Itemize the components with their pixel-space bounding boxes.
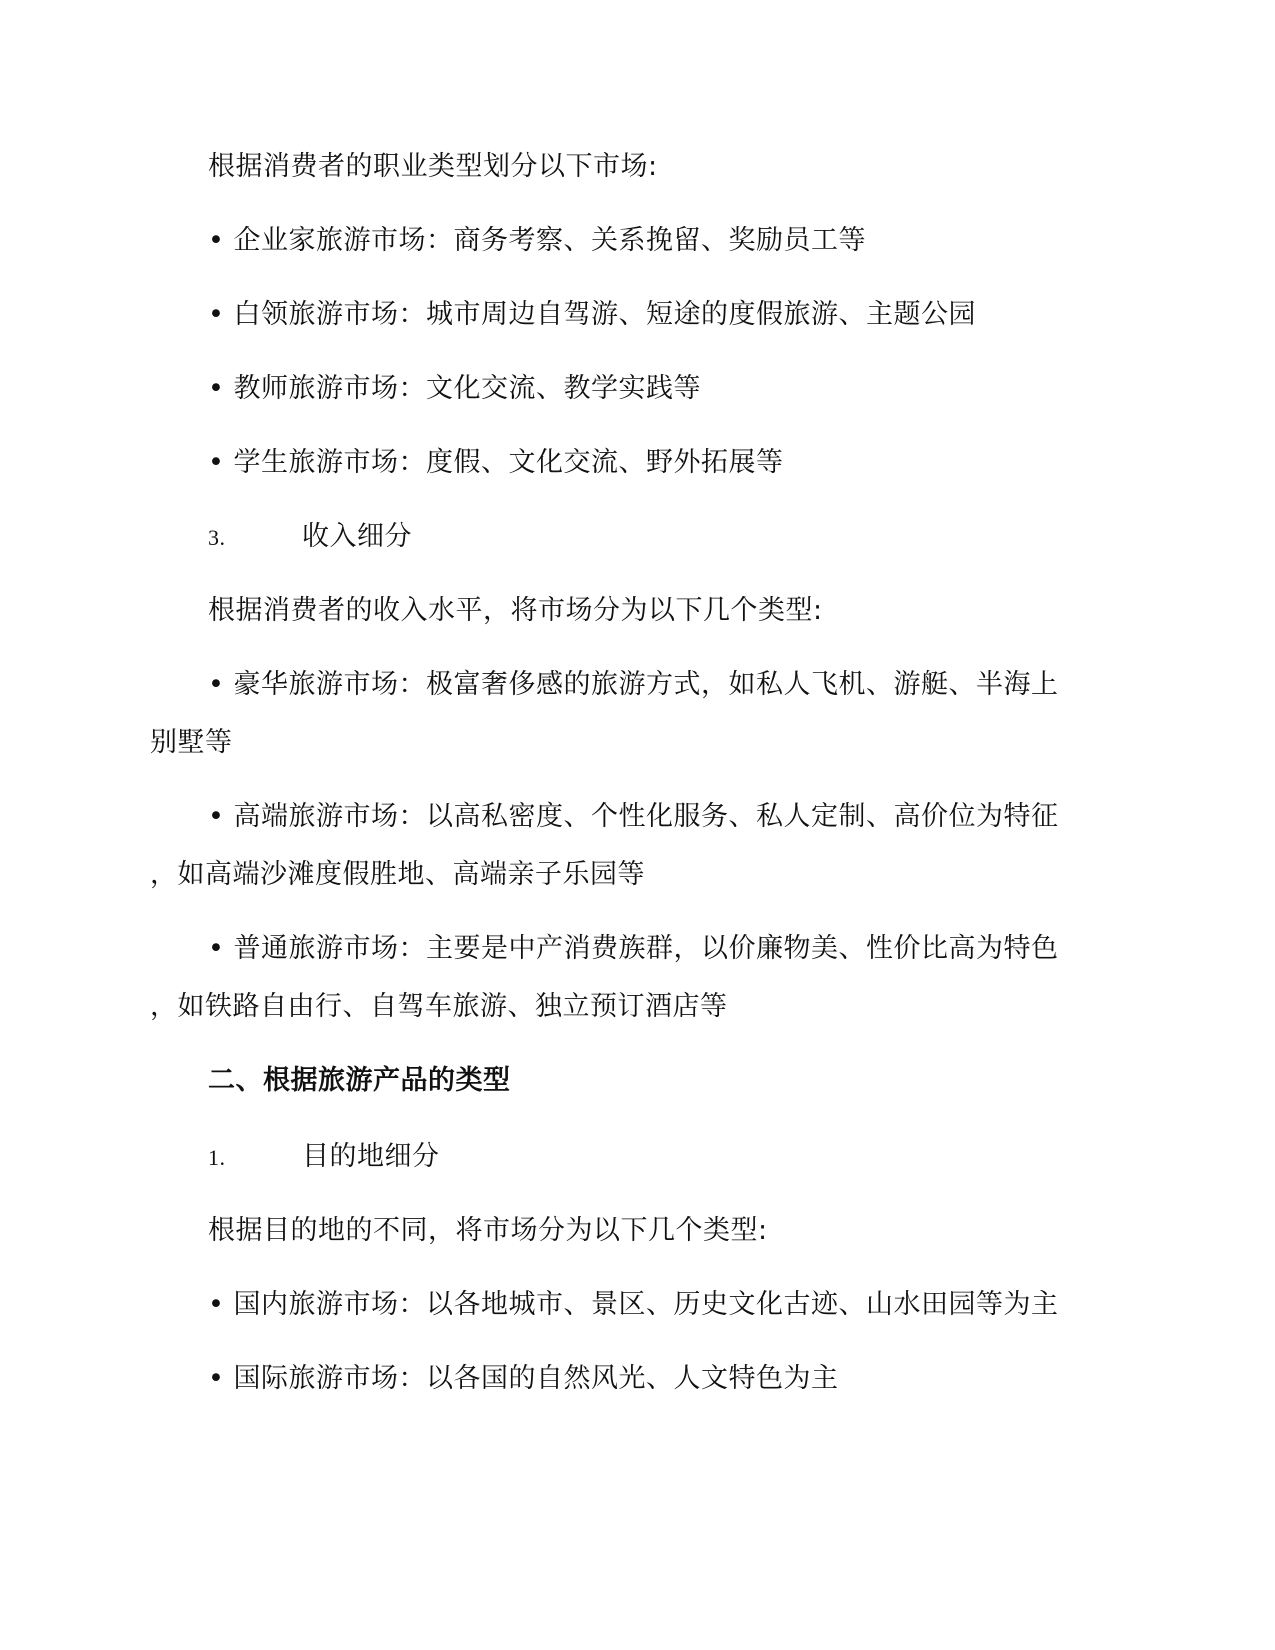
section-heading-income [208,520,412,555]
list-item-white-collar-market: • 白领旅游市场：城市周边自驾游、短途的度假旅游、主题公园 [208,299,977,330]
list-item-ordinary-market-continued: ，如铁路自由行、自驾车旅游、独立预订酒店等 [150,991,728,1022]
section-heading-destination [208,1140,440,1175]
list-item-ordinary-market: • 普通旅游市场：主要是中产消费族群，以价廉物美、性价比高为特色 [208,933,1059,964]
section-number: 3. [208,525,226,550]
paragraph-occupation-intro: 根据消费者的职业类型划分以下市场: [208,151,658,182]
list-item-luxury-market: • 豪华旅游市场：极富奢侈感的旅游方式，如私人飞机、游艇、半海上 [208,669,1059,700]
list-item-teacher-market: • 教师旅游市场：文化交流、教学实践等 [208,373,702,404]
list-item-international-market: • 国际旅游市场：以各国的自然风光、人文特色为主 [208,1363,839,1394]
paragraph-destination-intro: 根据目的地的不同，将市场分为以下几个类型: [208,1215,768,1246]
list-item-high-end-market-continued: ，如高端沙滩度假胜地、高端亲子乐园等 [150,859,645,890]
section-heading-product-type: 二、根据旅游产品的类型 [208,1065,511,1096]
list-item-entrepreneur-market: • 企业家旅游市场：商务考察、关系挽留、奖励员工等 [208,225,867,256]
section-number: 1. [208,1145,226,1170]
list-item-student-market: • 学生旅游市场：度假、文化交流、野外拓展等 [208,447,784,478]
list-item-high-end-market: • 高端旅游市场：以高私密度、个性化服务、私人定制、高价位为特征 [208,801,1059,832]
section-title: 收入细分 [302,521,412,552]
list-item-domestic-market: • 国内旅游市场：以各地城市、景区、历史文化古迹、山水田园等为主 [208,1289,1059,1320]
paragraph-income-intro: 根据消费者的收入水平，将市场分为以下几个类型: [208,595,823,626]
section-title: 目的地细分 [302,1141,440,1172]
list-item-luxury-market-continued: 别墅等 [150,727,233,758]
